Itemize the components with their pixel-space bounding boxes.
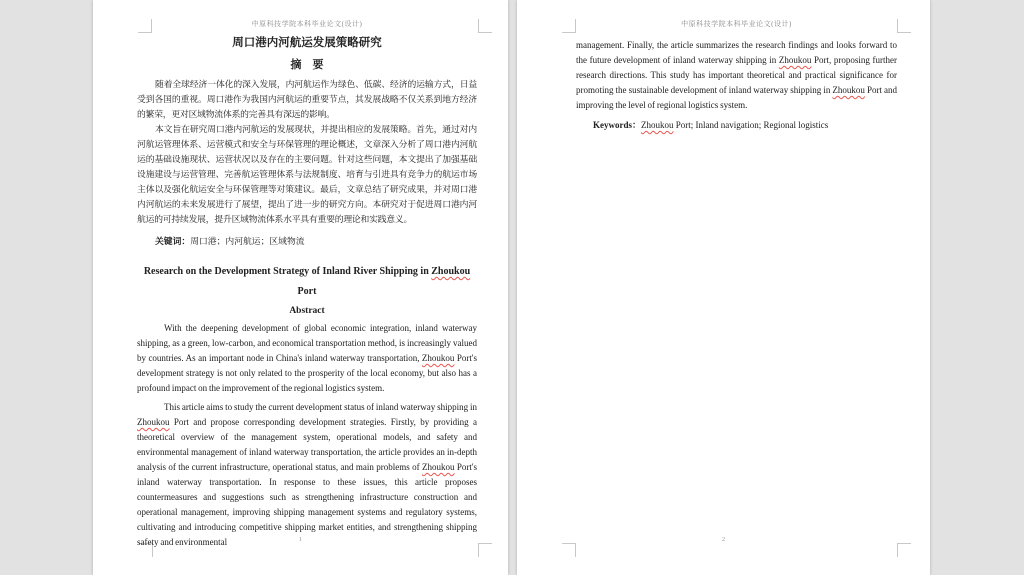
margin-crop-mark-top-right: [897, 19, 911, 33]
margin-crop-mark-top-right: [478, 19, 492, 33]
thesis-title-en-line2: Port: [297, 286, 317, 297]
thesis-title-en-line1: Research on the Development Strategy of Inland River Shipping in Zhoukou: [143, 266, 471, 277]
abstract-paragraph-en-1[interactable]: With the deepening development of global economic integration, inland waterway shipping, as a green, low-carbon, and economical transportation method, is increasingly valued by countries. As an important node in China's inland waterway transportation, Zhoukou Port's development strategy is not only related to the prosperity of the local economy, but also has a profound impact on the improvement of the regional logistics system.: [137, 323, 477, 393]
page-number: 1: [298, 536, 303, 543]
running-header: 中原科技学院本科毕业论文(设计): [251, 20, 363, 28]
margin-crop-mark-bottom-right: [478, 543, 492, 557]
page-number: 2: [721, 536, 726, 543]
page-1-text-area[interactable]: [137, 20, 477, 550]
page-2: [517, 0, 930, 575]
abstract-heading-zh[interactable]: 摘 要: [290, 59, 324, 71]
page-2-text-area[interactable]: [576, 20, 897, 133]
keywords-zh[interactable]: 关键词：周口港；内河航运；区域物流: [155, 236, 305, 246]
keywords-en[interactable]: Keywords：Zhoukou Port; Inland navigation; Regional logistics: [593, 120, 829, 130]
abstract-paragraph-zh-1[interactable]: 随着全球经济一体化的深入发展，内河航运作为绿色、低碳、经济的运输方式，日益受到各国的重视。周口港作为我国内河航运的重要节点，其发展战略不仅关系到地方经济的繁荣，更对区域物流体系的完善具有深远的影响。: [137, 79, 477, 119]
thesis-title-zh[interactable]: 周口港内河航运发展策略研究: [232, 37, 382, 49]
abstract-paragraph-en-2[interactable]: This article aims to study the current development status of inland waterway shipping in Zhoukou Port and propose corresponding development strategies. Firstly, by providing a theoretical overview of the management system, operational models, and safety and environmental management of inland waterway transportation, the article provides an in-depth analysis of the current infrastructure, operational status, and main problems of Zhoukou Port's inland waterway transportation. In response to these issues, this article proposes countermeasures and suggestions such as strengthening infrastructure construction and operational management, improving shipping management systems and regulatory systems, cultivating and introducing competitive shipping market entities, and strengthening shipping safety and environmental: [137, 402, 477, 547]
margin-crop-mark-top-left: [562, 19, 576, 33]
abstract-paragraph-zh-2[interactable]: 本文旨在研究周口港内河航运的发展现状，并提出相应的发展策略。首先，通过对内河航运管理体系、运营模式和安全与环保管理的理论概述，文章深入分析了周口港内河航运的基础设施现状、运营状况以及存在的主要问题。针对这些问题，本文提出了加强基础设施建设与运营管理、完善航运管理体系与法规制度、培育与引进具有竞争力的航运市场主体以及强化航运安全与环保管理等对策建议。最后，文章总结了研究成果，并对周口港内河航运的未来发展进行了展望，提出了进一步的研究方向。本研究对于促进周口港内河航运的可持续发展，提升区域物流体系水平具有重要的理论和实践意义。: [137, 124, 477, 224]
abstract-heading-en[interactable]: Abstract: [289, 306, 325, 316]
running-header: 中原科技学院本科毕业论文(设计): [681, 20, 792, 28]
margin-crop-mark-bottom-right: [897, 543, 911, 557]
thesis-title-en[interactable]: [137, 262, 477, 302]
abstract-paragraph-en-3[interactable]: management. Finally, the article summarizes the research findings and looks forward to the future development of inland waterway shipping in Zhoukou Port, proposing further research directions. This study has important theoretical and practical significance for promoting the sustainable development of inland waterway shipping in Zhoukou Port and improving the level of regional logistics system.: [576, 40, 898, 110]
page-1: [93, 0, 508, 575]
margin-crop-mark-bottom-left: [562, 543, 576, 557]
